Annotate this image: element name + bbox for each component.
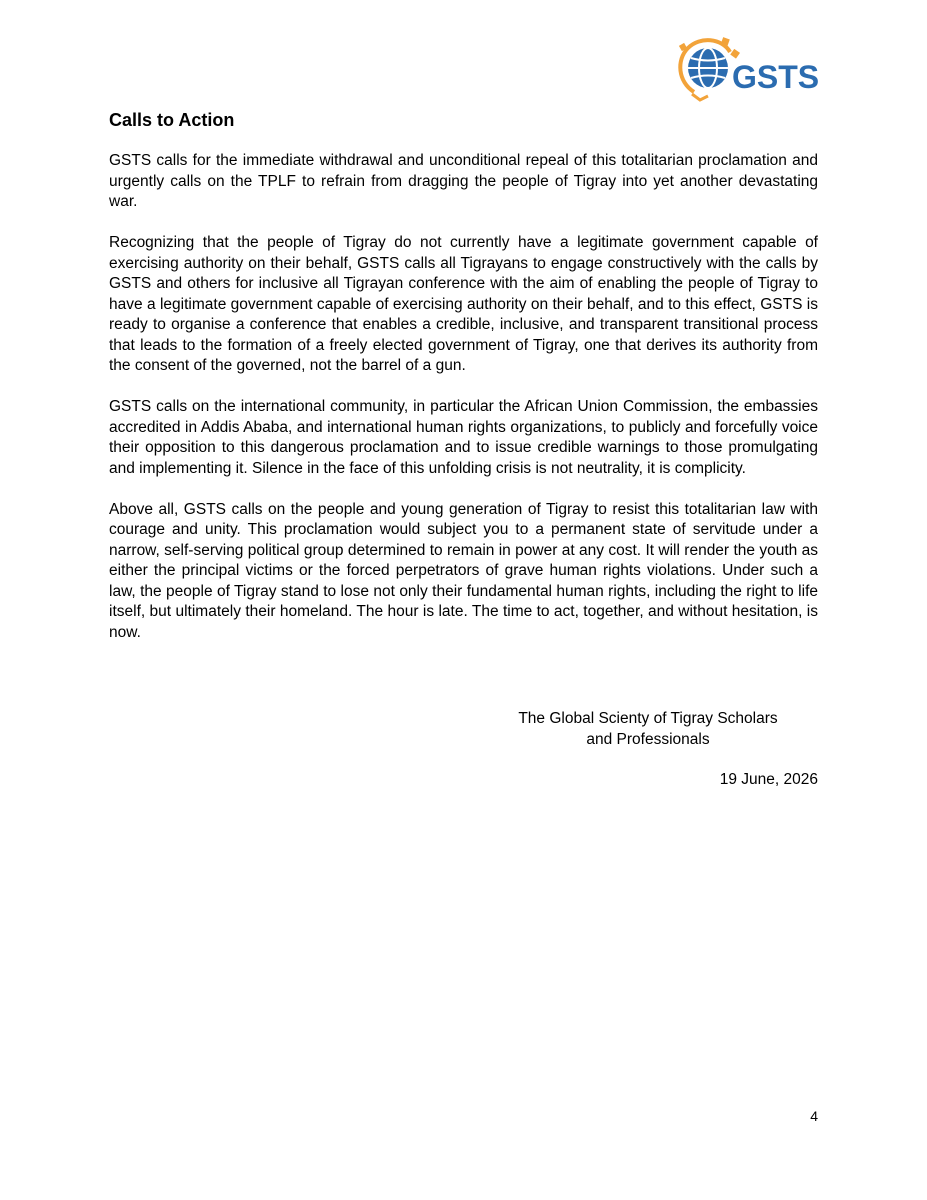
document-date: 19 June, 2026 xyxy=(719,771,818,788)
paragraph-2: Recognizing that the people of Tigray do not currently have a legitimate government capable of exercising authority on their behalf, GSTS calls all Tigrayans to engage constructively with the calls by GSTS and others for inclusive all Tigrayan conference with the aim of enabling the people of Tigray to have a legitimate government capable of exercising authority on their behalf, and to this effect, GSTS is ready to organise a conference that enables a credible, inclusive, and transparent transitional process that leads to the formation of a freely elected government of Tigray, one that derives its authority from the consent of the governed, not the barrel of a gun. xyxy=(109,234,818,374)
page-number: 4 xyxy=(810,1108,818,1124)
gsts-logo xyxy=(672,30,822,108)
page-heading: Calls to Action xyxy=(109,110,235,130)
signature-line-2: and Professionals xyxy=(586,730,710,748)
globe-gear-bulb-icon xyxy=(672,30,822,108)
paragraph-1: GSTS calls for the immediate withdrawal and unconditional repeal of this totalitarian proclamation and urgently calls on the TPLF to refrain from dragging the people of Tigray into yet another devastating war. xyxy=(109,152,818,210)
signature-line-1: The Global Scienty of Tigray Scholars xyxy=(518,710,778,727)
signature-block xyxy=(478,709,818,750)
paragraph-3: GSTS calls on the international community, in particular the African Union Commission, the embassies accredited in Addis Ababa, and international human rights organizations, to publicly and forcefully voice their opposition to this dangerous proclamation and to issue credible warnings to those promulgating and implementing it. Silence in the face of this unfolding crisis is not neutrality, it is complicity. xyxy=(109,398,818,477)
document-body xyxy=(109,151,818,664)
paragraph-4: Above all, GSTS calls on the people and young generation of Tigray to resist this totalitarian law with courage and unity. This proclamation would subject you to a permanent state of servitude under a narrow, self-serving political group determined to remain in power at any cost. It will render the youth as either the principal victims or the forced perpetrators of grave human rights violations. Under such a law, the people of Tigray stand to lose not only their fundamental human rights, including the right to life itself, but ultimately their homeland. The hour is late. The time to act, together, and without hesitation, is now. xyxy=(109,500,818,641)
logo-text: GSTS xyxy=(732,59,820,95)
